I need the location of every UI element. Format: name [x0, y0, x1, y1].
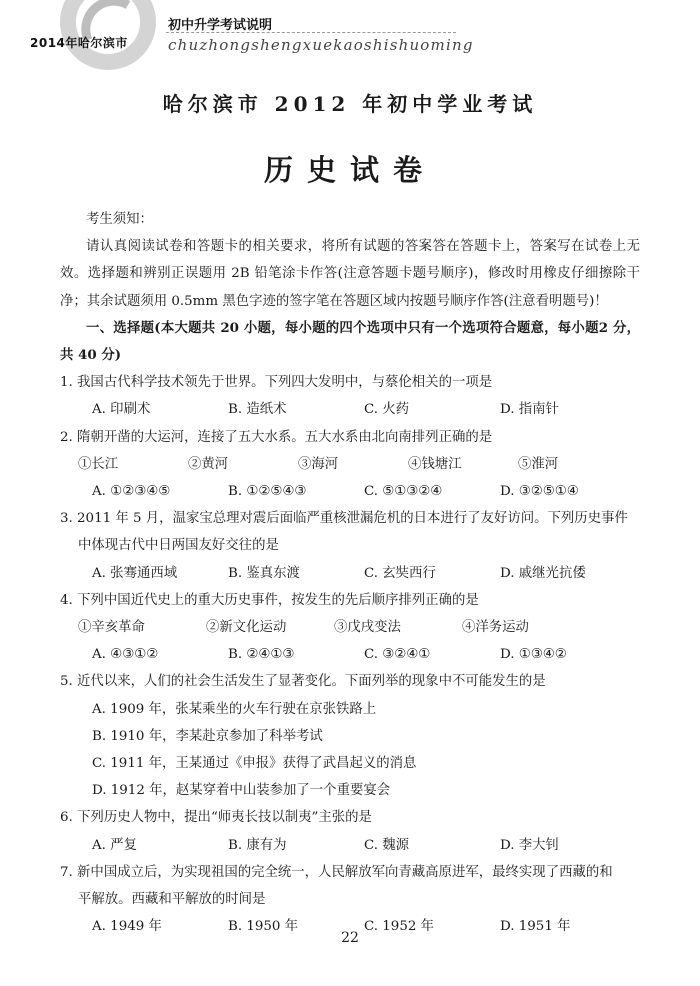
page-number: 22: [341, 930, 359, 946]
option-b: B. ①②⑤④③: [228, 484, 307, 500]
option-c: C. 玄奘西行: [364, 565, 436, 581]
question-stem: 4. 下列中国近代史上的重大历史事件，按发生的先后顺序排列正确的是: [60, 592, 479, 608]
option-b: B. 1910 年，李某赴京参加了科举考试: [92, 728, 323, 744]
question-5: [60, 668, 640, 804]
header-divider: [166, 32, 456, 33]
answer-options: [60, 396, 640, 423]
answer-options: [60, 641, 640, 668]
option-b: B. 造纸术: [228, 402, 287, 418]
question-6: [60, 804, 640, 858]
option-b: B. ②④①③: [228, 647, 295, 663]
notice-title: 考生须知：: [86, 212, 153, 227]
item: ⑤淮河: [518, 456, 559, 472]
question-1: [60, 369, 640, 423]
option-d: D. 指南针: [500, 402, 559, 418]
question-2: [60, 424, 640, 506]
series-pinyin: chuzhongshengxuekaoshishuoming: [168, 36, 474, 54]
question-stem: 1. 我国古代科学技术领先于世界。下列四大发明中，与蔡伦相关的一项是: [60, 375, 493, 391]
question-items: [60, 614, 640, 641]
option-c: C. 火药: [364, 402, 410, 418]
question-stem-continued: 平解放。西藏和平解放的时间是: [78, 892, 266, 908]
option-c: C. ⑤①③②④: [364, 484, 443, 500]
question-stem: 3. 2011 年 5 月，温家宝总理对震后面临严重核泄漏危机的日本进行了友好访问。下列历史事件: [60, 511, 628, 527]
item: ①长江: [78, 456, 119, 472]
exam-content: [60, 206, 640, 940]
option-c: C. 1911 年，王某通过《申报》获得了武昌起义的消息: [92, 756, 417, 772]
question-stem-continued: 中体现古代中日两国友好交往的是: [78, 538, 279, 554]
year-tag: 2014年哈尔滨市: [30, 36, 128, 50]
answer-options: [60, 560, 640, 587]
option-b: B. 1950 年: [228, 919, 299, 935]
item: ④洋务运动: [462, 620, 529, 636]
answer-options: [60, 478, 640, 505]
item: ②黄河: [188, 456, 229, 472]
question-3: [60, 505, 640, 587]
option-c: C. 1952 年: [364, 919, 435, 935]
option-d: D. 李大钊: [500, 837, 559, 853]
option-a: A. 印刷术: [92, 402, 151, 418]
item: ③海河: [298, 456, 339, 472]
series-title: 初中升学考试说明: [168, 18, 273, 33]
option-a: A. 严复: [92, 837, 137, 853]
question-items: [60, 451, 640, 478]
paper-title: 历史试卷: [263, 153, 436, 187]
item: ②新文化运动: [206, 620, 287, 636]
option-d: D. 戚继光抗倭: [500, 565, 586, 581]
option-a: A. ④③①②: [92, 647, 159, 663]
notice-body: 请认真阅读试卷和答题卡的相关要求，将所有试题的答案答在答题卡上，答案写在试卷上无效。选择题和辨别正误题用 2B 铅笔涂卡作答(注意答题卡题号顺序)，修改时用橡皮仔细擦除干净；其余试题须用 0.5mm 黑色字迹的签字笔在答题区域内按题号顺序作答(注意看明题号)！: [60, 239, 640, 309]
option-a: A. ①②③④⑤: [92, 484, 171, 500]
option-c: C. ③②④①: [364, 647, 431, 663]
option-a: A. 1949 年: [92, 919, 162, 935]
answer-options: [60, 832, 640, 859]
option-d: D. ①③④②: [500, 647, 567, 663]
option-a: A. 1909 年，张某乘坐的火车行驶在京张铁路上: [92, 701, 377, 717]
option-d: D. 1912 年，赵某穿着中山装参加了一个重要宴会: [92, 783, 391, 799]
question-stem: 7. 新中国成立后，为实现祖国的完全统一，人民解放军向青藏高原进军，最终实现了西藏的和: [60, 864, 613, 880]
option-a: A. 张骞通西域: [92, 565, 178, 581]
item: ③戊戌变法: [334, 620, 401, 636]
option-d: D. 1951 年: [500, 919, 571, 935]
item: ④钱塘江: [408, 456, 462, 472]
question-stem: 6. 下列历史人物中，提出“师夷长技以制夷”主张的是: [60, 810, 372, 826]
item: ①辛亥革命: [78, 620, 145, 636]
option-b: B. 康有为: [228, 837, 287, 853]
question-4: [60, 587, 640, 669]
option-c: C. 魏源: [364, 837, 410, 853]
question-stem: 2. 隋朝开凿的大运河，连接了五大水系。五大水系由北向南排列正确的是: [60, 429, 493, 445]
question-stem: 5. 近代以来，人们的社会生活发生了显著变化。下面列举的现象中不可能发生的是: [60, 674, 546, 690]
exam-title: 哈尔滨市 2012 年初中学业考试: [162, 92, 538, 116]
question-7: [60, 859, 640, 941]
option-d: D. ③②⑤①④: [500, 484, 579, 500]
option-b: B. 鉴真东渡: [228, 565, 300, 581]
section-heading: 一、选择题(本大题共 20 小题，每小题的四个选项中只有一个选项符合题意，每小题2 分，共 40 分): [60, 319, 640, 364]
